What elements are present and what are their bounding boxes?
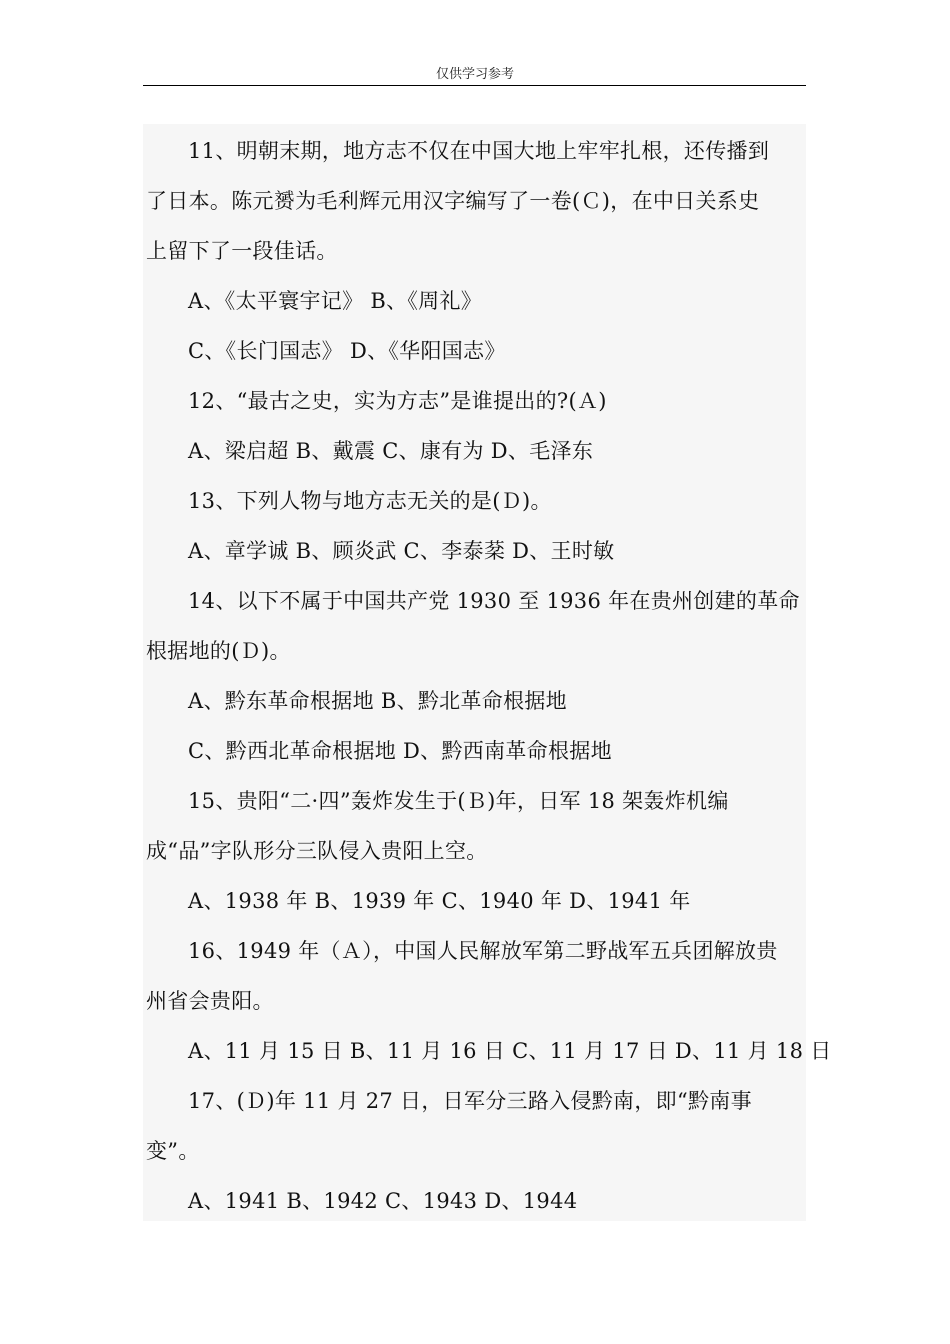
question-17-line-1: 17、(Ｄ)年 11 月 27 日，日军分三路入侵黔南，即“黔南事	[188, 1089, 752, 1113]
question-11-line-1: 11、明朝末期，地方志不仅在中国大地上牢牢扎根，还传播到	[188, 139, 770, 163]
question-17-options: A、1941 B、1942 C、1943 D、1944	[188, 1189, 578, 1213]
question-14-options-ab: A、黔东革命根据地 B、黔北革命根据地	[188, 689, 567, 713]
question-13-options: A、章学诚 B、顾炎武 C、李泰棻 D、王时敏	[188, 539, 615, 563]
question-11-options-ab: A、《太平寰宇记》 B、《周礼》	[188, 289, 483, 313]
question-13: 13、下列人物与地方志无关的是(Ｄ)。	[188, 489, 552, 513]
page-header: 仅供学习参考	[435, 67, 514, 82]
question-14-options-cd: C、黔西北革命根据地 D、黔西南革命根据地	[188, 739, 612, 763]
question-16-options: A、11 月 15 日 B、11 月 16 日 C、11 月 17 日 D、11 月 18 日	[188, 1039, 832, 1063]
question-15-line-1: 15、贵阳“二·四”轰炸发生于(Ｂ)年，日军 18 架轰炸机编	[188, 789, 729, 813]
question-12: 12、“最古之史，实为方志”是谁提出的?(Ａ)	[188, 389, 607, 413]
question-17-line-2: 变”。	[146, 1139, 200, 1163]
question-16-line-1: 16、1949 年（Ａ），中国人民解放军第二野战军五兵团解放贵	[188, 939, 778, 963]
header-divider	[143, 85, 806, 86]
question-12-options: A、梁启超 B、戴震 C、康有为 D、毛泽东	[188, 439, 594, 463]
question-16-line-2: 州省会贵阳。	[146, 989, 274, 1013]
question-11-options-cd: C、《长门国志》 D、《华阳国志》	[188, 339, 506, 363]
question-15-options: A、1938 年 B、1939 年 C、1940 年 D、1941 年	[188, 889, 691, 913]
question-11-line-3: 上留下了一段佳话。	[146, 239, 338, 263]
question-14-line-1: 14、以下不属于中国共产党 1930 至 1936 年在贵州创建的革命	[188, 589, 800, 613]
question-11-line-2: 了日本。陈元赟为毛利辉元用汉字编写了一卷(Ｃ)，在中日关系史	[146, 189, 760, 213]
question-14-line-2: 根据地的(Ｄ)。	[146, 639, 291, 663]
question-15-line-2: 成“品”字队形分三队侵入贵阳上空。	[146, 839, 488, 863]
